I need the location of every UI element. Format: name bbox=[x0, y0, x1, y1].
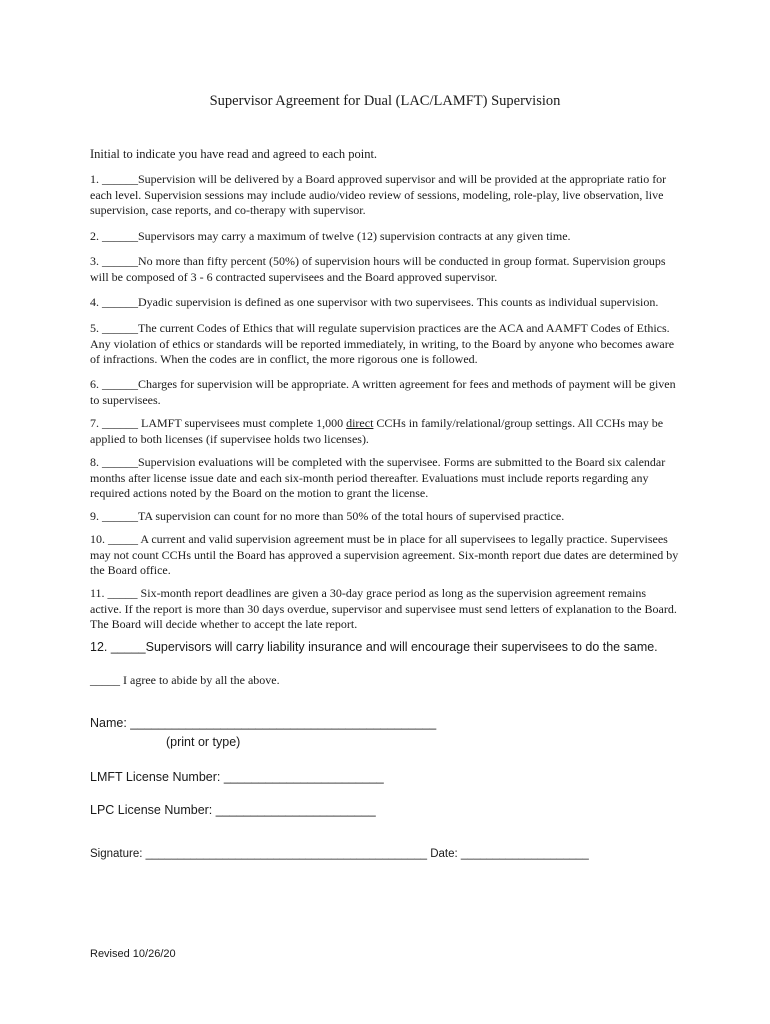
signature-date-field[interactable]: Signature: ____________________________________________ Date: ____________________ bbox=[90, 848, 589, 860]
agreement-item-6: 6. ______Charges for supervision will be appropriate. A written agreement for fees and methods of payment will be given to supervisees. bbox=[90, 377, 676, 407]
item-7-text-b: CCHs in family/relational/group settings. All CCHs may be applied to both licenses (if supervisee holds two licenses). bbox=[90, 416, 664, 446]
agreement-item-4: 4. ______Dyadic supervision is defined as one supervisor with two supervisees. This counts as individual supervision. bbox=[90, 295, 659, 309]
agree-statement: _____ I agree to abide by all the above. bbox=[90, 673, 280, 687]
agreement-item-1: 1. ______Supervision will be delivered by a Board approved supervisor and will be provided at the appropriate ratio for each level. Supervision sessions may include audio/video review of sessions, modeling, role-play, live observation, live supervision, case reports, and co-therapy with supervisor. bbox=[90, 172, 667, 217]
print-or-type-note: (print or type) bbox=[166, 735, 241, 749]
revision-date: Revised 10/26/20 bbox=[90, 948, 176, 960]
agreement-item-5: 5. ______The current Codes of Ethics that will regulate supervision practices are the ACA and AAMFT Codes of Ethics. Any violation of ethics or standards will be reported immediately, in writing, to the Board by anyone who becomes aware of infractions. When the codes are in conflict, the more rigorous one is followed. bbox=[90, 321, 675, 366]
agreement-item-12: 12. _____Supervisors will carry liability insurance and will encourage their supervisees to do the same. bbox=[90, 640, 658, 654]
name-field[interactable]: Name: ____________________________________________ bbox=[90, 716, 437, 730]
agreement-item-8: 8. ______Supervision evaluations will be completed with the supervisee. Forms are submitted to the Board six calendar months after license issue date and each six-month period thereafter. Evaluations must include reports regarding any required actions noted by the Board on the motion to grant the license. bbox=[90, 455, 666, 500]
agreement-item-10: 10. _____ A current and valid supervision agreement must be in place for all supervisees to legally practice. Supervisees may not count CCHs until the Board has approved a supervision agreement. Six-month report due dates are determined by the Board office. bbox=[90, 532, 679, 577]
lpc-license-field[interactable]: LPC License Number: _______________________ bbox=[90, 803, 376, 817]
agreement-item-9: 9. ______TA supervision can count for no more than 50% of the total hours of supervised practice. bbox=[90, 509, 565, 523]
agreement-item-11: 11. _____ Six-month report deadlines are given a 30-day grace period as long as the supervision agreement remains active. If the report is more than 30 days overdue, supervisor and supervisee must send letters of explanation to the Board. The Board will decide whether to accept the late report. bbox=[90, 586, 677, 631]
agreement-item-7 bbox=[90, 416, 680, 447]
lmft-license-field[interactable]: LMFT License Number: _______________________ bbox=[90, 770, 384, 784]
page-title: Supervisor Agreement for Dual (LAC/LAMFT) Supervision bbox=[209, 93, 561, 109]
agreement-item-3: 3. ______No more than fifty percent (50%) of supervision hours will be conducted in group format. Supervision groups will be composed of 3 - 6 contracted supervisees and the Board approved supervisor. bbox=[90, 254, 666, 284]
item-7-underlined-word: direct bbox=[346, 416, 374, 430]
item-7-text-a: 7. ______ LAMFT supervisees must complete 1,000 bbox=[90, 416, 347, 430]
intro-text: Initial to indicate you have read and agreed to each point. bbox=[90, 147, 378, 161]
agreement-item-2: 2. ______Supervisors may carry a maximum of twelve (12) supervision contracts at any given time. bbox=[90, 229, 571, 243]
